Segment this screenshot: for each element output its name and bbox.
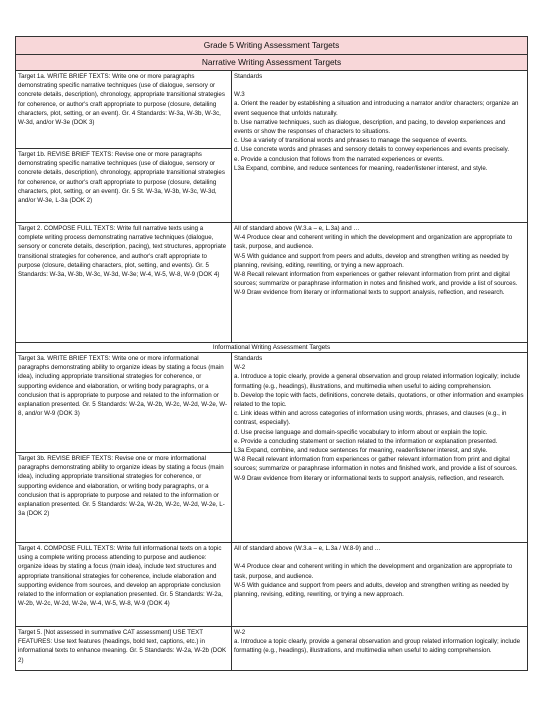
informational-section-heading: Informational Writing Assessment Targets: [16, 343, 528, 353]
target-4-cell: Target 4. COMPOSE FULL TEXTS: Write full informational texts on a topic using a complete writing process attending to purpose and audience: organize ideas by stating a focus (main idea), include text structures and appropriate transitional strategies for coherence, include elaboration and supporting evidence from sources, and develop an appropriate conclusion related to the information or explanation presented. Gr. 5 Standards: W-2a, W-2b, W-2c, W-2d, W-2e, W-4, W-5, W-8, W-9 (DOK 4): [16, 543, 232, 627]
narrative-section-heading: Narrative Writing Assessment Targets: [16, 55, 528, 71]
standard-line: W-9 Draw evidence from literary or informational texts to support analysis, reflection, and research.: [234, 474, 505, 482]
standard-line: d. Use concrete words and phrases and sensory details to convey experiences and events precisely.: [234, 146, 510, 154]
standard-line: e. Provide a concluding statement or section related to the information or explanation presented.: [234, 437, 498, 445]
narrative-standards-cell: [232, 71, 528, 223]
standard-line: L3a Expand, combine, and reduce sentences for meaning, reader/listener interest, and style.: [234, 164, 488, 172]
target-2-cell: Target 2. COMPOSE FULL TEXTS: Write full narrative texts using a complete writing process demonstrating narrative techniques (dialogue, sensory or concrete details, description, pacing), text structures, appropriate transitional strategies for coherence, and author's craft appropriate to purpose (closure, detailing characters, plot, setting, and events). Gr. 5 Standards: W-3a, W-3b, W-3c, W-3d, W-3e; W-4, W-5, W-8, W-9 (DOK 4): [16, 223, 232, 343]
standard-line: a. Introduce a topic clearly, provide a general observation and group related information logically; include formatting (e.g., headings), illustrations, and multimedia when useful to aiding comprehension.: [234, 373, 522, 390]
standard-line: a. Orient the reader by establishing a situation and introducing a narrator and/or characters; organize an event sequence that unfolds naturally.: [234, 100, 521, 117]
target-5-standards-cell: [232, 627, 528, 671]
target-3b-cell: Target 3b. REVISE BRIEF TEXTS: Revise one or more informational paragraphs demonstrating ability to organize ideas by stating a focus (main idea), including appropriate transitional strategies for coherence, or supporting evidence and elaboration, or writing body paragraphs, or a conclusion that is appropriate to purpose and related to the information or explanation presented. Gr. 5 Standards: W-2a, W-2b, W-2c, W-2d, W-2e, L-3a (DOK 2): [16, 453, 232, 543]
target-5-cell: Target 5. [Not assessed in summative CAT assessment] USE TEXT FEATURES: Use text features (headings, bold text, captions, etc.) in informational texts to enhance meaning. Gr. 5 Standards: W-2a, W-2b (DOK 2): [16, 627, 232, 671]
standards-label: Standards: [234, 355, 263, 362]
target-2-standards-cell: [232, 223, 528, 343]
target-2-standards-text: All of standard above (W.3.a – e, L.3a) and … W-4 Produce clear and coherent writing in which the development and organization are appropriate to task, purpose, and audience. W-5 With guidance and support from peers and adults, develop and strengthen writing as needed by planning, revising, editing, rewriting, or trying a new approach. W-8 Recall relevant information from experiences or gather relevant information from print and digital sources; summarize or paraphrase information in notes and finished work, and provide a list of sources. W-9 Draw evidence from literary or informational texts to support analysis, reflection, and research.: [234, 225, 518, 297]
standard-line: b. Develop the topic with facts, definitions, concrete details, quotations, or other information and examples related to the topic.: [234, 391, 526, 409]
standard-line: c. Link ideas within and across categories of information using words, phrases, and clauses (e.g., in contrast, especially).: [234, 410, 509, 427]
standard-line: L3a Expand, combine, and reduce sentences for meaning, reader/listener interest, and style.: [234, 447, 488, 455]
document-title: Grade 5 Writing Assessment Targets: [16, 37, 528, 55]
target-4-standards-text: All of standard above (W.3.a – e, L.3a / W.8-9) and … W-4 Produce clear and coherent writing in which the development and organization are appropriate to task, purpose, and audience. W-5 With guidance and support from peers and adults, develop and strengthen writing as needed by planning, revising, editing, rewriting, or trying a new approach.: [234, 545, 513, 599]
target-1a-cell: Target 1a. WRITE BRIEF TEXTS: Write one or more paragraphs demonstrating specific narrative techniques (use of dialogue, sensory or concrete details, description), chronology, appropriate transitional strategies for coherence, or author's craft appropriate to purpose (closure, detailing characters, plot, setting, or an event). Gr. 4 Standards: W-3a, W-3b, W-3c, W-3d, and/or W-3e (DOK 3): [16, 71, 232, 149]
standards-label: Standards: [234, 73, 263, 80]
standard-line: b. Use narrative techniques, such as dialogue, description, and pacing, to develop experiences and events or show the responses of characters to situations.: [234, 118, 508, 136]
target-5-standards-text: W-2 a. Introduce a topic clearly, provide a general observation and group related information logically; include formatting (e.g., headings), illustrations, and multimedia when useful to aiding comprehension.: [234, 629, 521, 655]
standard-line: c. Use a variety of transitional words and phrases to manage the sequence of events.: [234, 137, 468, 145]
standard-line: W-8 Recall relevant information from experiences or gather relevant information from print and digital sources; summarize or paraphrase information in notes and finished work, and provide a list of sources.: [234, 456, 518, 473]
target-1b-cell: Target 1b. REVISE BRIEF TEXTS: Revise one or more paragraphs demonstrating specific narrative techniques (use of dialogue, sensory or concrete details, description), chronology, appropriate transitional strategies for coherence, or author's craft appropriate to purpose (closure, detailing characters, plot, setting, or an event). Gr. 5 St. W-3a, W-3b, W-3c, W-3d, and/or W-3e, L-3a (DOK 2): [16, 149, 232, 223]
standard-line: W-2: [234, 364, 246, 372]
target-3a-cell: Target 3a. WRITE BRIEF TEXTS: Write one or more informational paragraphs demonstrating ability to organize ideas by stating a focus (main idea), including appropriate transitional strategies for coherence, or supporting evidence and elaboration, or writing body paragraphs, or a conclusion that is appropriate to purpose and related to the information or explanation presented. Gr. 5 Standards: W-2a, W-2b, W-2c, W-2d, W-2e, W-8, and/or W-9 (DOK 3): [16, 353, 232, 453]
informational-standards-cell: [232, 353, 528, 543]
standard-line: d. Use precise language and domain-specific vocabulary to inform about or explain the topic.: [234, 428, 488, 436]
standard-line: W.3: [234, 91, 245, 99]
targets-table: [15, 36, 528, 671]
standard-line: e. Provide a conclusion that follows from the narrated experiences or events.: [234, 155, 444, 163]
assessment-document: [15, 36, 527, 671]
target-4-standards-cell: [232, 543, 528, 627]
